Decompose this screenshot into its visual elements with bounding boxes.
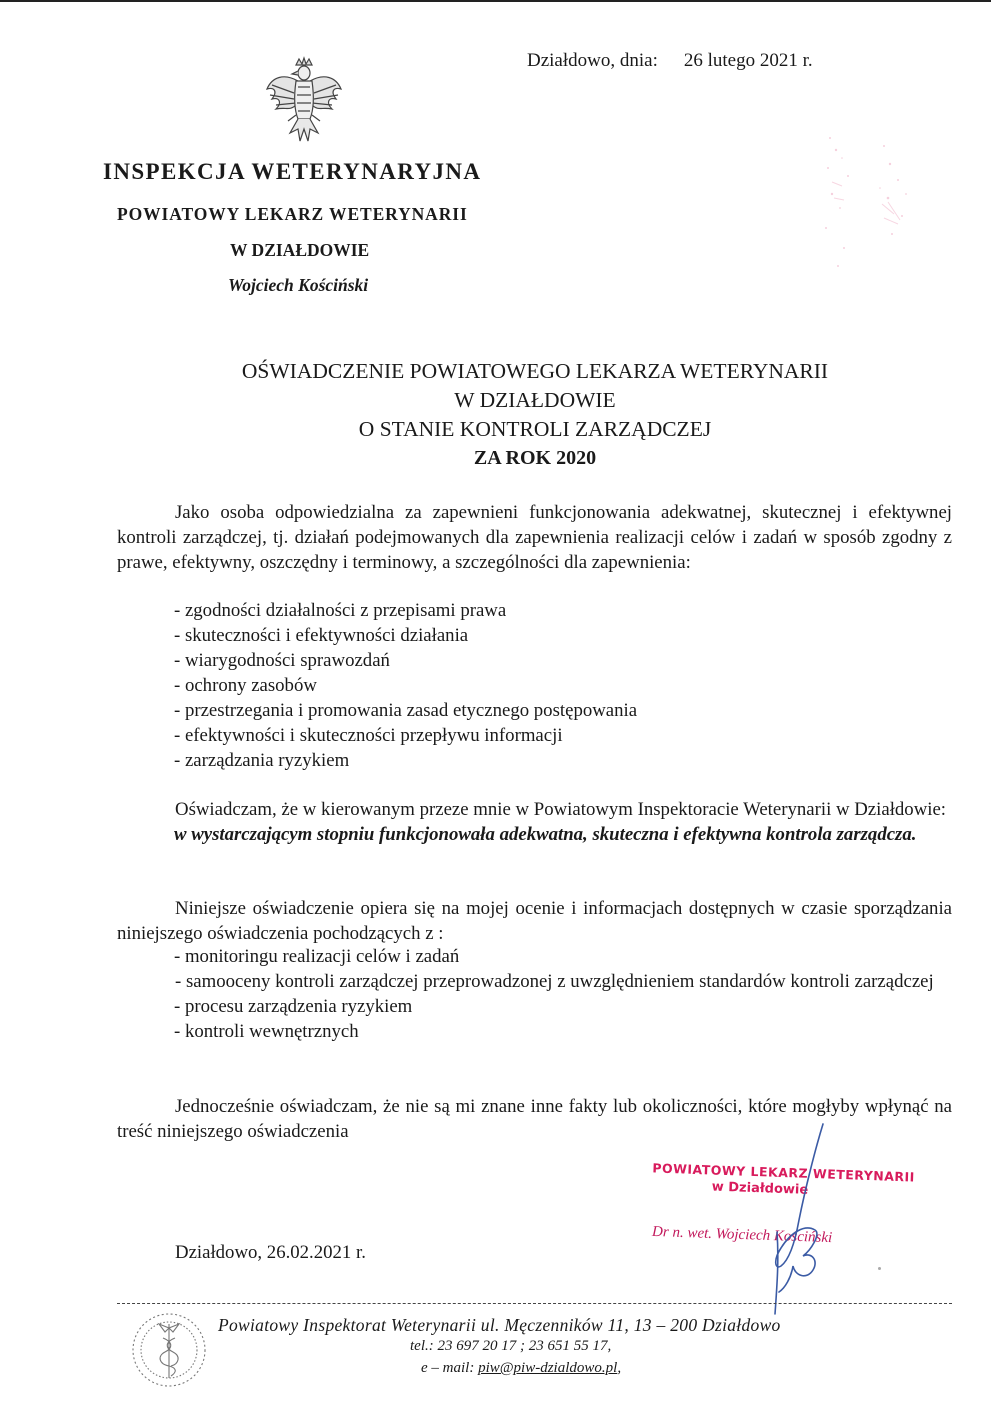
footer-email-line <box>421 1360 621 1377</box>
list-item: - skuteczności i efektywności działania <box>174 625 469 646</box>
list-item: - kontroli wewnętrznych <box>174 1021 359 1042</box>
institution-name: INSPEKCJA WETERYNARYJNA <box>103 159 482 184</box>
veterinary-caduceus-icon <box>129 1310 209 1390</box>
title-line-1: OŚWIADCZENIE POWIATOWEGO LEKARZA WETERYNARII <box>241 359 829 383</box>
document-title <box>120 357 950 473</box>
date-label: Działdowo, dnia: <box>527 50 658 71</box>
paragraph-declaration: Oświadczam, że w kierowanym przeze mnie w Powiatowym Inspektoracie Weterynarii w Działdowie: <box>175 799 947 820</box>
paragraph-basis: Niniejsze oświadczenie opiera się na mojej ocenie i informacjach dostępnych w czasie sporządzania niniejszego oświadczenia pochodzących z : <box>117 898 952 944</box>
list-item: - zarządzania ryzykiem <box>174 750 350 771</box>
email-label: e – mail: <box>421 1360 475 1376</box>
footer-phones: tel.: 23 697 20 17 ; 23 651 55 17, <box>410 1338 612 1354</box>
paragraph-intro: Jako osoba odpowiedzialna za zapewnieni funkcjonowania adekwatnej, skutecznej i efektywnej kontroli zarządczej, tj. działań podejmowanych dla zapewnienia realizacji celów i zadań w sposób zgodny z prawe, efektywny, oszczędny i terminowy, a szczególności dla zapewnienia: <box>117 502 952 573</box>
polish-eagle-emblem-icon <box>264 55 344 147</box>
list-item: - zgodności działalności z przepisami prawa <box>174 600 507 621</box>
list-item: - wiarygodności sprawozdań <box>174 650 390 671</box>
stamp-line-1: POWIATOWY LEKARZ WETERYNARII <box>652 1160 916 1185</box>
declaration-block <box>117 797 952 847</box>
list-item: - procesu zarządzenia ryzykiem <box>174 996 413 1017</box>
list-item: - efektywności i skuteczności przepływu informacji <box>174 725 563 746</box>
declaration-emphasis: w wystarczającym stopniu funkcjonowała adekwatna, skuteczna i efektywna kontrola zarządcza. <box>174 824 917 845</box>
date-value: 26 lutego 2021 r. <box>683 50 813 71</box>
information-sources-list <box>117 944 952 1044</box>
list-item: - przestrzegania i promowania zasad etycznego postępowania <box>174 700 638 721</box>
officer-title: POWIATOWY LEKARZ WETERYNARII <box>117 204 468 224</box>
title-line-2: W DZIAŁDOWIE <box>454 388 616 412</box>
place-and-date: Działdowo, 26.02.2021 r. <box>175 1242 366 1263</box>
list-item: - samooceny kontroli zarządczej przeprowadzonej z uwzględnieniem standardów kontroli zarządczej <box>175 971 934 992</box>
footer-divider <box>117 1303 952 1304</box>
officer-name: Wojciech Kościński <box>228 275 369 295</box>
list-item: - monitoringu realizacji celów i zadań <box>174 946 460 967</box>
paragraph-closing: Jednocześnie oświadczam, że nie są mi znane inne fakty lub okoliczności, które mogłyby wpłynąć na treść niniejszego oświadczenia <box>117 1096 952 1142</box>
control-objectives-list <box>117 598 991 773</box>
issue-date <box>527 50 813 72</box>
officer-city: W DZIAŁDOWIE <box>230 240 370 260</box>
email-suffix: , <box>617 1360 622 1376</box>
list-item: - ochrony zasobów <box>174 675 317 696</box>
scan-speck <box>878 1267 881 1270</box>
email-link[interactable]: piw@piw-dzialdowo.pl <box>478 1360 618 1376</box>
handwritten-signature <box>745 1120 835 1320</box>
faded-stamp-marks <box>818 98 913 278</box>
title-year: ZA ROK 2020 <box>473 447 597 469</box>
top-border <box>0 0 991 2</box>
footer-address: Powiatowy Inspektorat Weterynarii ul. Męczenników 11, 13 – 200 Działdowo <box>218 1315 781 1335</box>
stamp-signature-name: Dr n. wet. Wojciech Kościński <box>651 1223 833 1247</box>
title-line-3: O STANIE KONTROLI ZARZĄDCZEJ <box>358 417 712 441</box>
stamp-line-2: w Działdowie <box>711 1179 809 1198</box>
